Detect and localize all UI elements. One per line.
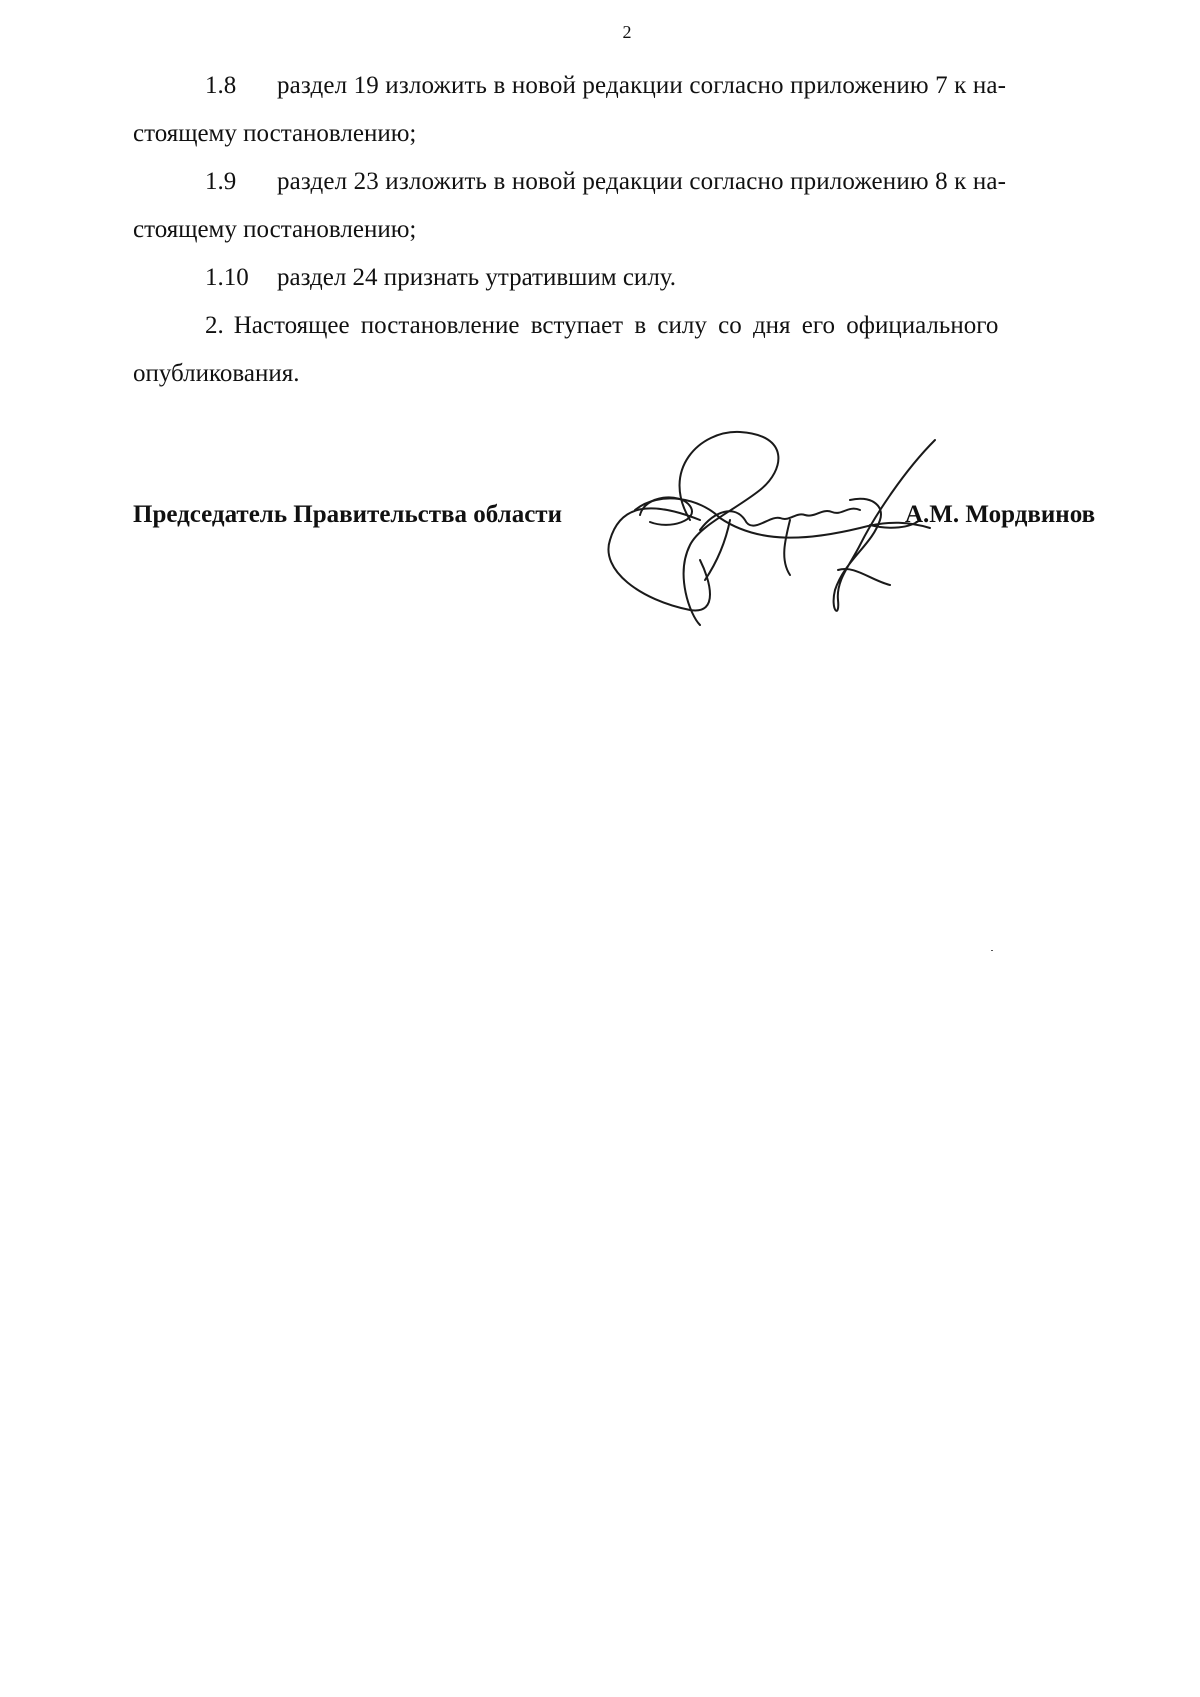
page-number: 2 <box>622 22 632 42</box>
handwritten-signature <box>0 0 1200 700</box>
item-number: 1.8 <box>205 72 237 99</box>
scan-speck <box>991 950 993 951</box>
signatory-name: А.М. Мордвинов <box>905 501 1096 528</box>
paragraph-number: 2. <box>205 312 224 339</box>
item-text: раздел 23 изложить в новой редакции согласно приложению 8 к на- <box>277 168 1007 195</box>
item-text-continuation: стоящему постановлению; <box>133 216 417 243</box>
item-text-continuation: стоящему постановлению; <box>133 120 417 147</box>
paragraph-text-continuation: опубликования. <box>133 360 300 387</box>
item-number: 1.9 <box>205 168 237 195</box>
signatory-title: Председатель Правительства области <box>133 501 562 528</box>
item-number: 1.10 <box>205 264 249 291</box>
item-text: раздел 19 изложить в новой редакции согласно приложению 7 к на- <box>277 72 1007 99</box>
paragraph-text: Настоящее постановление вступает в силу со дня его официального <box>233 312 999 339</box>
item-text: раздел 24 признать утратившим силу. <box>277 264 677 291</box>
